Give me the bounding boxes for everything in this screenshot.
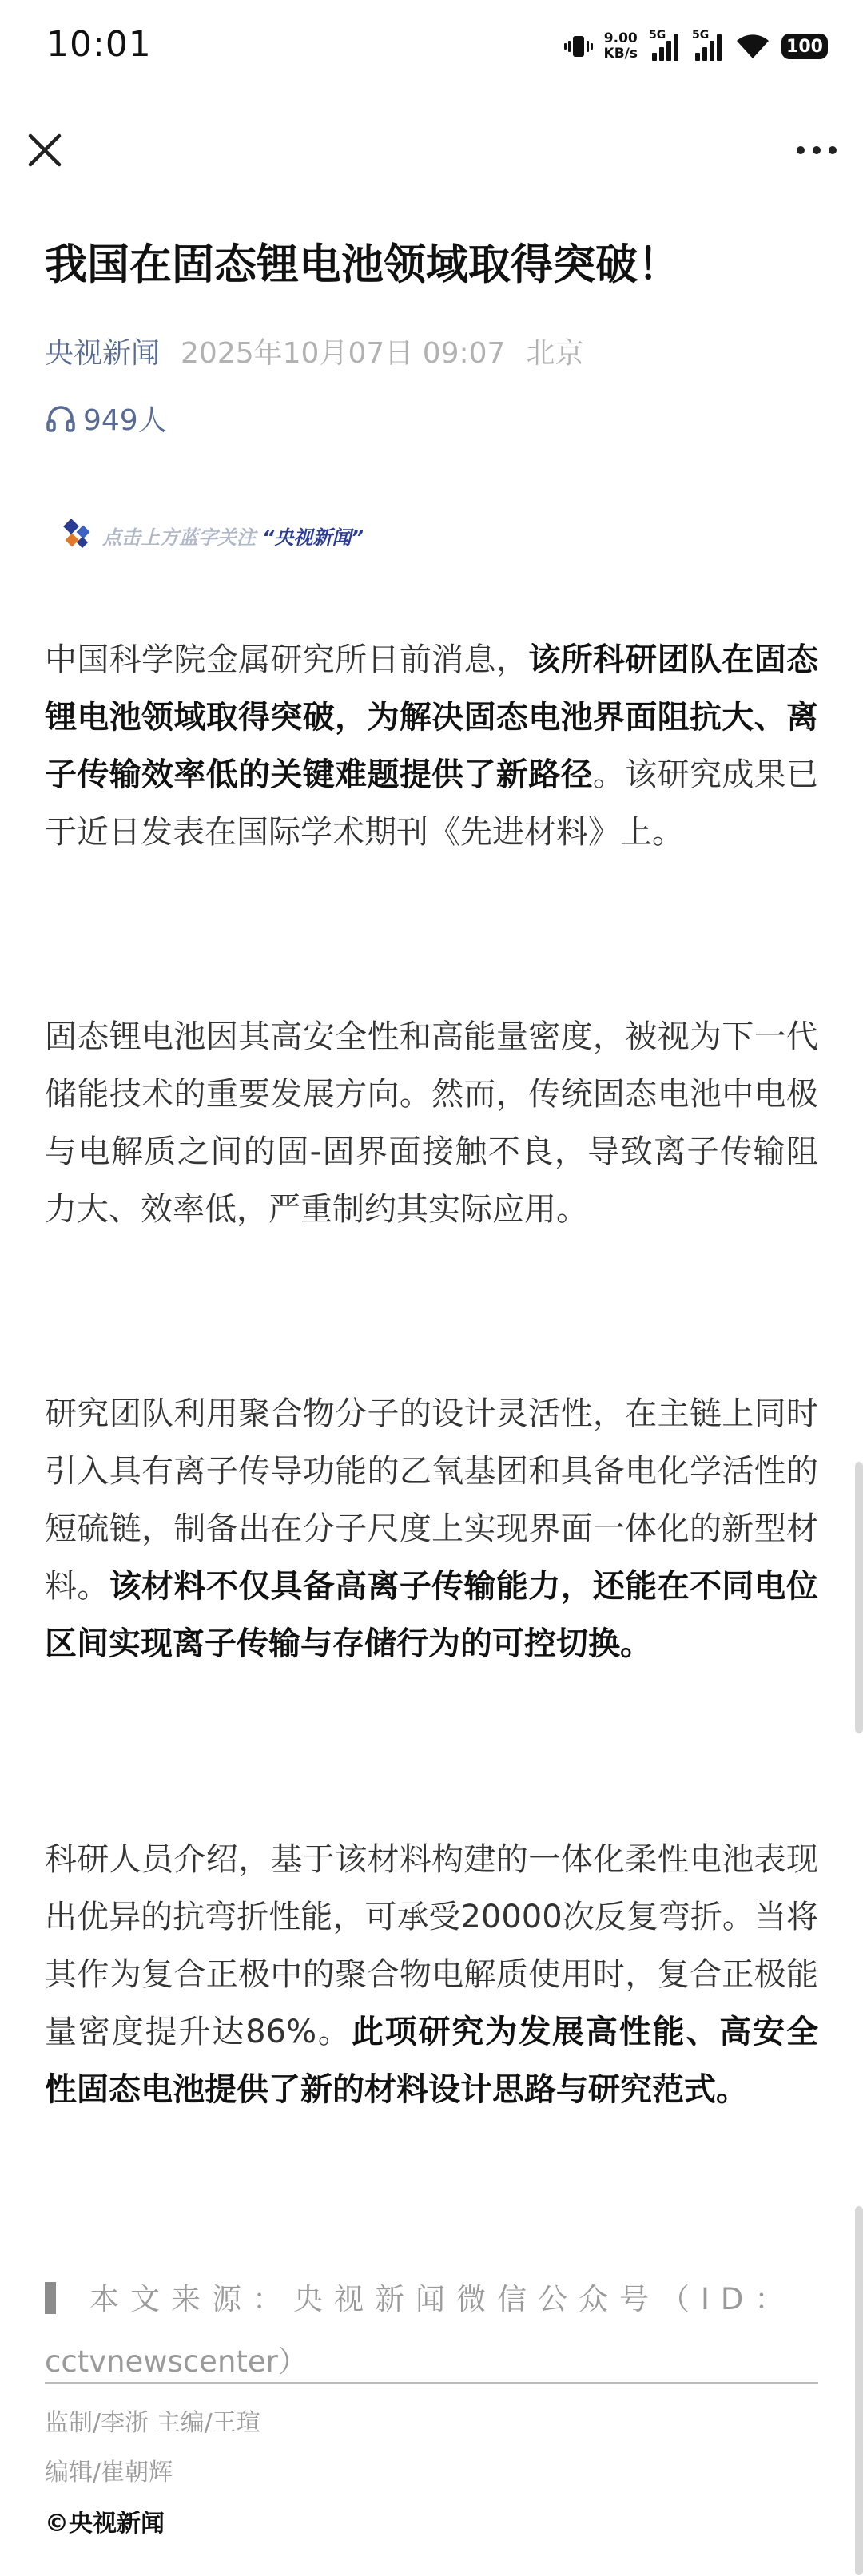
signal-icon (692, 29, 724, 61)
source-account-link[interactable]: 央视新闻 (45, 337, 161, 370)
status-time: 10:01 (46, 24, 152, 65)
close-button[interactable] (22, 128, 67, 173)
p1-text: 中国科学院金属研究所日前消息， (45, 641, 529, 678)
source-note (45, 2268, 818, 2393)
article-paragraph (45, 631, 818, 861)
scrollbar-thumb[interactable] (855, 2206, 863, 2575)
cctv-logo-icon (61, 519, 96, 551)
p1-text-end: 。该研究成果已于近日发表在国际学术期刊《先进材料》上。 (45, 756, 819, 851)
listen-button[interactable] (45, 398, 167, 439)
publish-date: 2025年10月07日 09:07 (181, 337, 506, 370)
net-speed (604, 31, 638, 62)
quote-bar-icon (45, 2282, 56, 2314)
article-meta (45, 334, 583, 374)
p2-text: 固态锂电池因其高安全性和高能量密度，被视为下一代储能技术的重要发展方向。然而，传统固态电池中电极与电解质之间的固-固界面接触不良，导致离子传输阻力大、效率低，严重制约其实际应用。 (45, 1018, 818, 1228)
footer-divider (45, 2382, 818, 2384)
signal-icon (649, 29, 681, 61)
net-speed-value: 9.00 (603, 30, 638, 46)
battery-icon (781, 34, 828, 59)
follow-banner[interactable] (61, 519, 364, 551)
headphones-icon (45, 403, 77, 435)
credit-line: 编辑/崔朝辉 (45, 2459, 173, 2487)
article-paragraph (45, 1831, 818, 2118)
more-options-button[interactable] (793, 132, 841, 169)
more-icon (793, 132, 841, 169)
net-speed-unit: KB/s (603, 46, 638, 62)
p3-bold: 该材料不仅具备高离子传输能力，还能在不同电位区间实现离子传输与存储行为的可控切换。 (45, 1568, 819, 1662)
close-icon (22, 128, 67, 173)
sim2-label: 5G (692, 29, 710, 42)
status-bar (0, 0, 863, 96)
wifi-icon (735, 33, 770, 60)
p4-text: 科研人员介绍，基于该材料构建的一体化柔性电池表现出优异的抗弯折性能，可承受20000次反复弯折。当将其作为复合正极中的聚合物电解质使用时，复合正极能量密度提升达86%。 (45, 1841, 818, 2050)
p4-bold: 此项研究为发展高性能、高安全性固态电池提供了新的材料设计思路与研究范式。 (45, 2014, 819, 2108)
article-paragraph (45, 1008, 818, 1238)
sim1-label: 5G (649, 29, 666, 42)
status-icons (564, 29, 828, 64)
vibrate-icon (564, 32, 593, 61)
article-title: 我国在固态锂电池领域取得突破！ (45, 240, 680, 289)
p1-bold: 该所科研团队在固态锂电池领域取得突破，为解决固态电池界面阻抗大、离子传输效率低的关键难题提供了新路径 (45, 641, 819, 793)
scrollbar-thumb[interactable] (855, 1462, 863, 1733)
credit-line: 监制/李浙 主编/王瑄 (45, 2409, 260, 2437)
p3-text: 研究团队利用聚合物分子的设计灵活性，在主链上同时引入具有离子传导功能的乙氧基团和具备电化学活性的短硫链，制备出在分子尺度上实现界面一体化的新型材料。 (45, 1395, 818, 1605)
source-note-id: cctvnewscenter） (45, 2344, 308, 2379)
article-paragraph (45, 1385, 818, 1673)
battery-level: 100 (786, 36, 823, 57)
publish-location: 北京 (526, 337, 584, 370)
source-note-label: 本文来源：央视新闻微信公众号（ID： (89, 2282, 796, 2316)
listener-count: 949人 (83, 404, 167, 437)
banner-highlight: “央视新闻” (262, 526, 364, 549)
copyright: ©央视新闻 (45, 2510, 165, 2538)
banner-prefix: 点击上方蓝字关注 (102, 526, 256, 549)
